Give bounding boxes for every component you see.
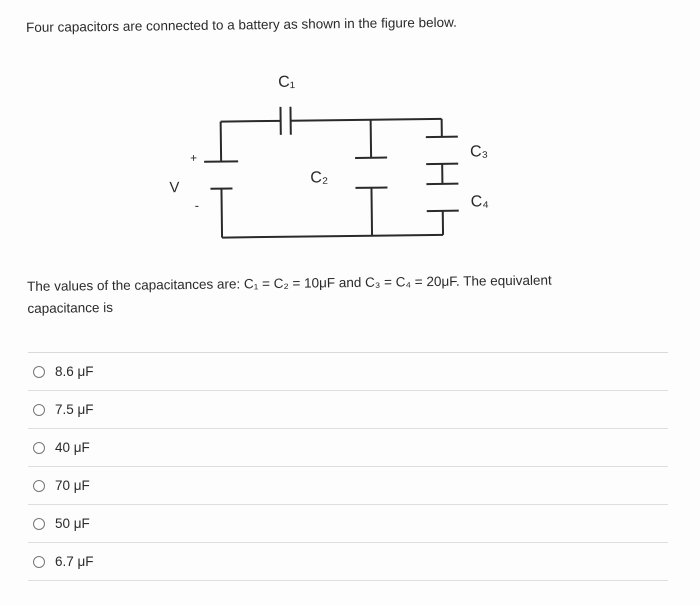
label-voltage: V [169,179,180,197]
option-5[interactable] [28,505,668,543]
wire-battery-bottom [221,189,222,238]
option-1[interactable] [28,353,668,391]
wire-bottom [222,235,443,238]
question-body [27,268,667,320]
radio-button[interactable] [33,404,45,416]
radio-button[interactable] [33,366,45,378]
option-4[interactable] [28,467,668,505]
wire-top-left [221,121,281,122]
label-c2: C₂ [310,169,329,187]
radio-button[interactable] [33,518,45,530]
option-label: 7.5 μF [55,402,94,417]
question-body-line2: capacitance is [27,299,114,316]
radio-button[interactable] [33,480,45,492]
question-header: Four capacitors are connected to a battery as shown in the figure below. [26,14,457,35]
question-body-line1: The values of the capacitances are: C₁ = C₂ = 10μF and C₃ = C₄ = 20μF. The equivalent [27,272,552,294]
option-2[interactable] [28,391,668,429]
circuit-diagram [0,0,700,280]
label-c3: C₃ [469,143,489,161]
option-label: 40 μF [55,440,90,455]
radio-button[interactable] [33,556,45,568]
option-label: 70 μF [55,478,90,493]
option-label: 8.6 μF [55,364,94,379]
label-minus: - [194,197,200,213]
label-c1: C₁ [278,73,296,91]
option-3[interactable] [28,429,668,467]
wire-c2-bottom [371,188,372,236]
wire-top-right [291,119,442,121]
label-c4: C₄ [470,193,489,211]
radio-button[interactable] [33,442,45,454]
label-plus: + [189,150,198,165]
option-label: 50 μF [55,516,90,531]
option-label: 6.7 μF [55,554,94,569]
option-6[interactable] [28,543,668,581]
answer-options [28,352,668,581]
